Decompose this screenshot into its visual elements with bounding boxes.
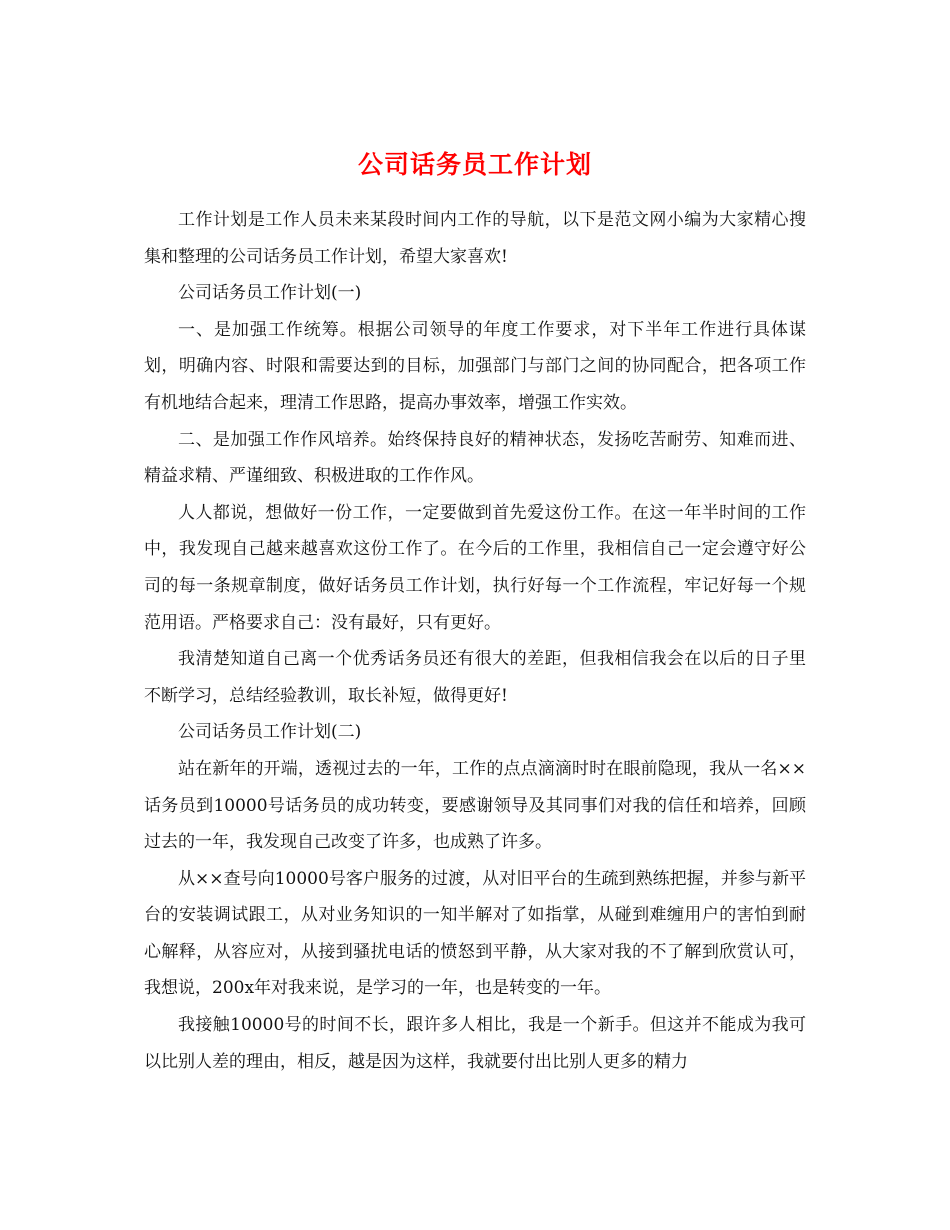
section-heading-one: 公司话务员工作计划(一) [178, 283, 362, 304]
document-title: 公司话务员工作计划 [357, 149, 592, 179]
body-paragraph: 一、是加强工作统筹。根据公司领导的年度工作要求，对下半年工作进行具体谋划，明确内容、时限和需要达到的目标，加强部门与部门之间的协同配合，把各项工作有机地结合起来，理清工作思路，提高办事效率，增强工作实效。 [144, 319, 806, 413]
body-paragraph: 从××查号向10000号客户服务的过渡，从对旧平台的生疏到熟练把握，并参与新平台的安装调试跟工，从对业务知识的一知半解对了如指掌，从碰到难缠用户的害怕到耐心解释，从容应对，从接到骚扰电话的愤怒到平静，从大家对我的不了解到欣赏认可，我想说，200x年对我来说，是学习的一年，也是转变的一年。 [144, 868, 806, 999]
section-heading-two: 公司话务员工作计划(二) [178, 722, 362, 743]
body-paragraph: 人人都说，想做好一份工作，一定要做到首先爱这份工作。在这一年半时间的工作中，我发现自己越来越喜欢这份工作了。在今后的工作里，我相信自己一定会遵守好公司的每一条规章制度，做好话务员工作计划，执行好每一个工作流程，牢记好每一个规范用语。严格要求自己：没有最好，只有更好。 [144, 502, 806, 633]
body-paragraph: 站在新年的开端，透视过去的一年，工作的点点滴滴时时在眼前隐现，我从一名××话务员到10000号话务员的成功转变，要感谢领导及其同事们对我的信任和培养，回顾过去的一年，我发现自己改变了许多，也成熟了许多。 [144, 758, 806, 853]
document-body [144, 202, 806, 1080]
intro-paragraph: 工作计划是工作人员未来某段时间内工作的导航，以下是范文网小编为大家精心搜集和整理的公司话务员工作计划，希望大家喜欢! [144, 210, 806, 267]
body-paragraph: 二、是加强工作作风培养。始终保持良好的精神状态，发扬吃苦耐劳、知难而进、精益求精、严谨细致、积极进取的工作作风。 [144, 429, 806, 487]
body-paragraph: 我接触10000号的时间不长，跟许多人相比，我是一个新手。但这并不能成为我可以比别人差的理由，相反，越是因为这样，我就要付出比别人更多的精力 [144, 1015, 806, 1072]
body-paragraph: 我清楚知道自己离一个优秀话务员还有很大的差距，但我相信我会在以后的日子里不断学习，总结经验教训，取长补短，做得更好! [144, 649, 806, 706]
